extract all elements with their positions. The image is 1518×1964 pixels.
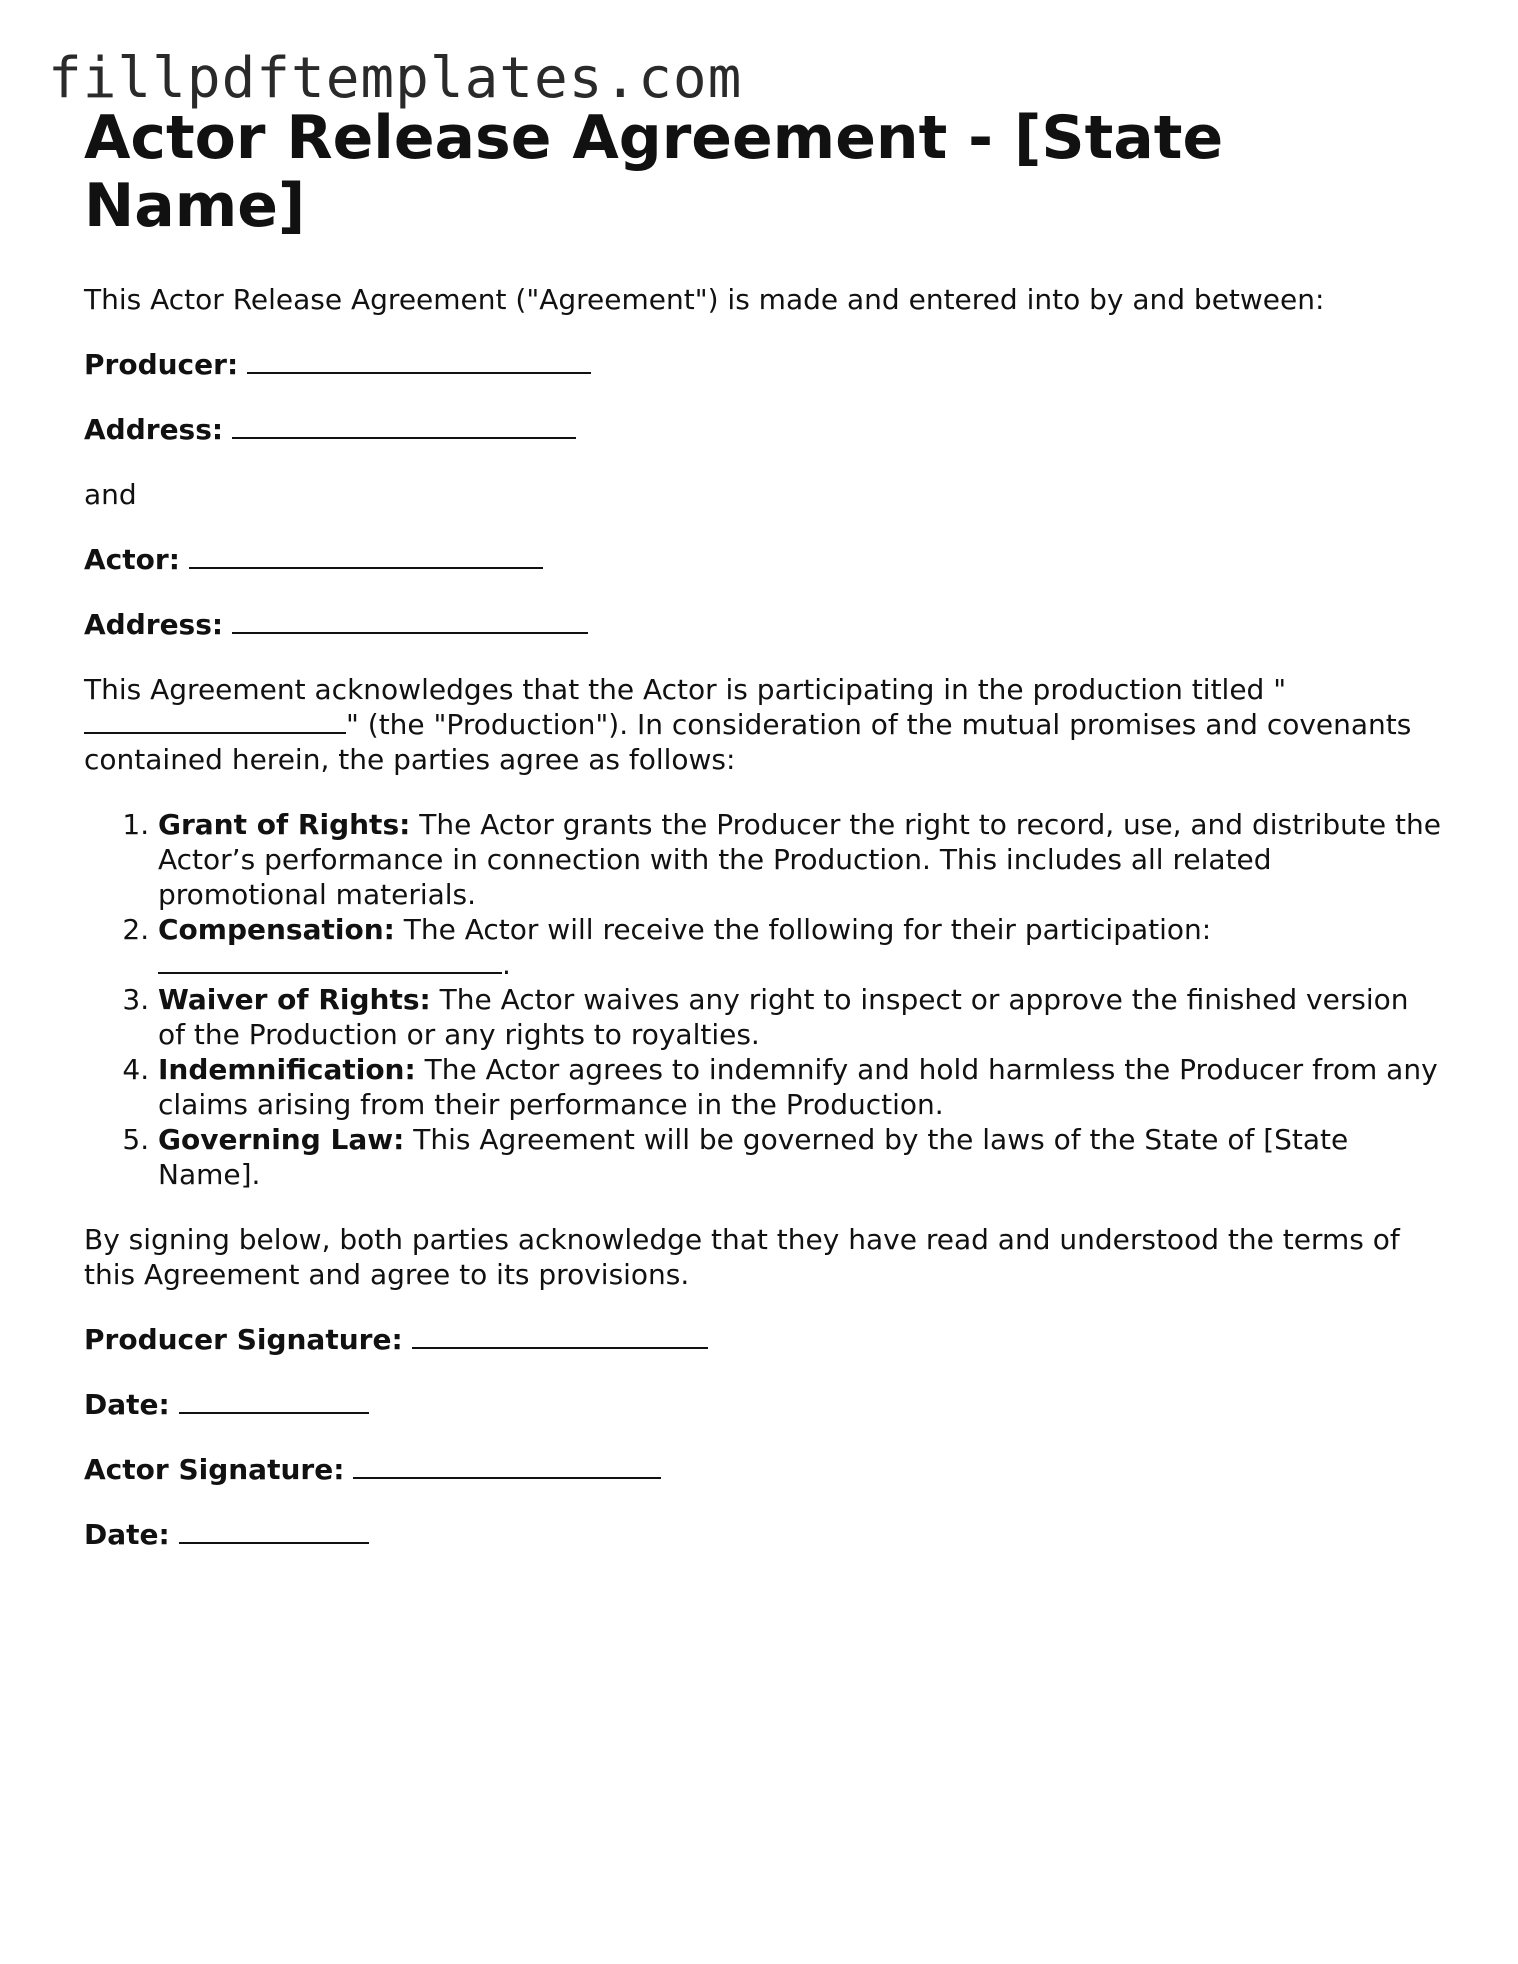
site-watermark: fillpdftemplates.com (48, 46, 743, 111)
term-heading: Waiver of Rights: (158, 983, 431, 1016)
acknowledgement-text-start: This Agreement acknowledges that the Actor is participating in the production titled " (84, 673, 1287, 706)
actor-signature-label: Actor Signature: (84, 1453, 345, 1486)
producer-signature-field (84, 1322, 1444, 1357)
term-heading: Indemnification: (158, 1053, 416, 1086)
term-heading: Grant of Rights: (158, 808, 411, 841)
actor-date-field (84, 1517, 1444, 1552)
document-title: Actor Release Agreement - [State Name] (84, 103, 1224, 241)
producer-date-blank[interactable] (179, 1388, 369, 1414)
connector-text: and (84, 478, 137, 511)
term-item (158, 807, 1444, 912)
actor-label: Actor: (84, 543, 180, 576)
acknowledgement-paragraph (84, 672, 1444, 777)
term-item (158, 1052, 1444, 1122)
acknowledgement-text-end: " (the "Production"). In consideration of the mutual promises and covenants contained herein, the parties agree as follows: (84, 708, 1412, 776)
producer-date-label: Date: (84, 1388, 170, 1421)
term-item (158, 982, 1444, 1052)
term-text: This Agreement will be governed by the laws of the State of [State Name]. (158, 1123, 1349, 1191)
producer-date-field (84, 1387, 1444, 1422)
actor-date-label: Date: (84, 1518, 170, 1551)
document-body (84, 104, 1444, 1552)
actor-address-blank[interactable] (232, 608, 588, 634)
term-heading: Governing Law: (158, 1123, 405, 1156)
producer-address-field (84, 412, 1444, 447)
terms-list (84, 807, 1444, 1192)
term-item (158, 1122, 1444, 1192)
actor-signature-field (84, 1452, 1444, 1487)
producer-signature-blank[interactable] (412, 1323, 708, 1349)
producer-field (84, 347, 1444, 382)
term-text: The Actor waives any right to inspect or approve the finished version of the Production or any rights to royalties. (158, 983, 1409, 1051)
term-heading: Compensation: (158, 913, 395, 946)
production-title-blank[interactable] (84, 708, 346, 734)
actor-field (84, 542, 1444, 577)
producer-signature-label: Producer Signature: (84, 1323, 403, 1356)
actor-address-label: Address: (84, 608, 224, 641)
actor-address-field (84, 607, 1444, 642)
term-text: The Actor agrees to indemnify and hold harmless the Producer from any claims arising from their performance in the Production. (158, 1053, 1438, 1121)
actor-name-blank[interactable] (189, 543, 543, 569)
actor-signature-blank[interactable] (353, 1453, 661, 1479)
producer-label: Producer: (84, 348, 239, 381)
compensation-blank[interactable] (158, 948, 502, 974)
intro-paragraph: This Actor Release Agreement ("Agreement") is made and entered into by and between: (84, 283, 1325, 316)
term-suffix: . (502, 948, 511, 981)
term-item (158, 912, 1444, 982)
producer-address-label: Address: (84, 413, 224, 446)
producer-address-blank[interactable] (232, 413, 576, 439)
actor-date-blank[interactable] (179, 1518, 369, 1544)
term-text: The Actor grants the Producer the right to record, use, and distribute the Actor’s performance in connection with the Production. This includes all related promotional materials. (158, 808, 1441, 911)
term-text: The Actor will receive the following for their participation: (394, 913, 1212, 946)
producer-name-blank[interactable] (247, 348, 591, 374)
closing-paragraph: By signing below, both parties acknowledge that they have read and understood the terms of this Agreement and agree to its provisions. (84, 1223, 1400, 1291)
